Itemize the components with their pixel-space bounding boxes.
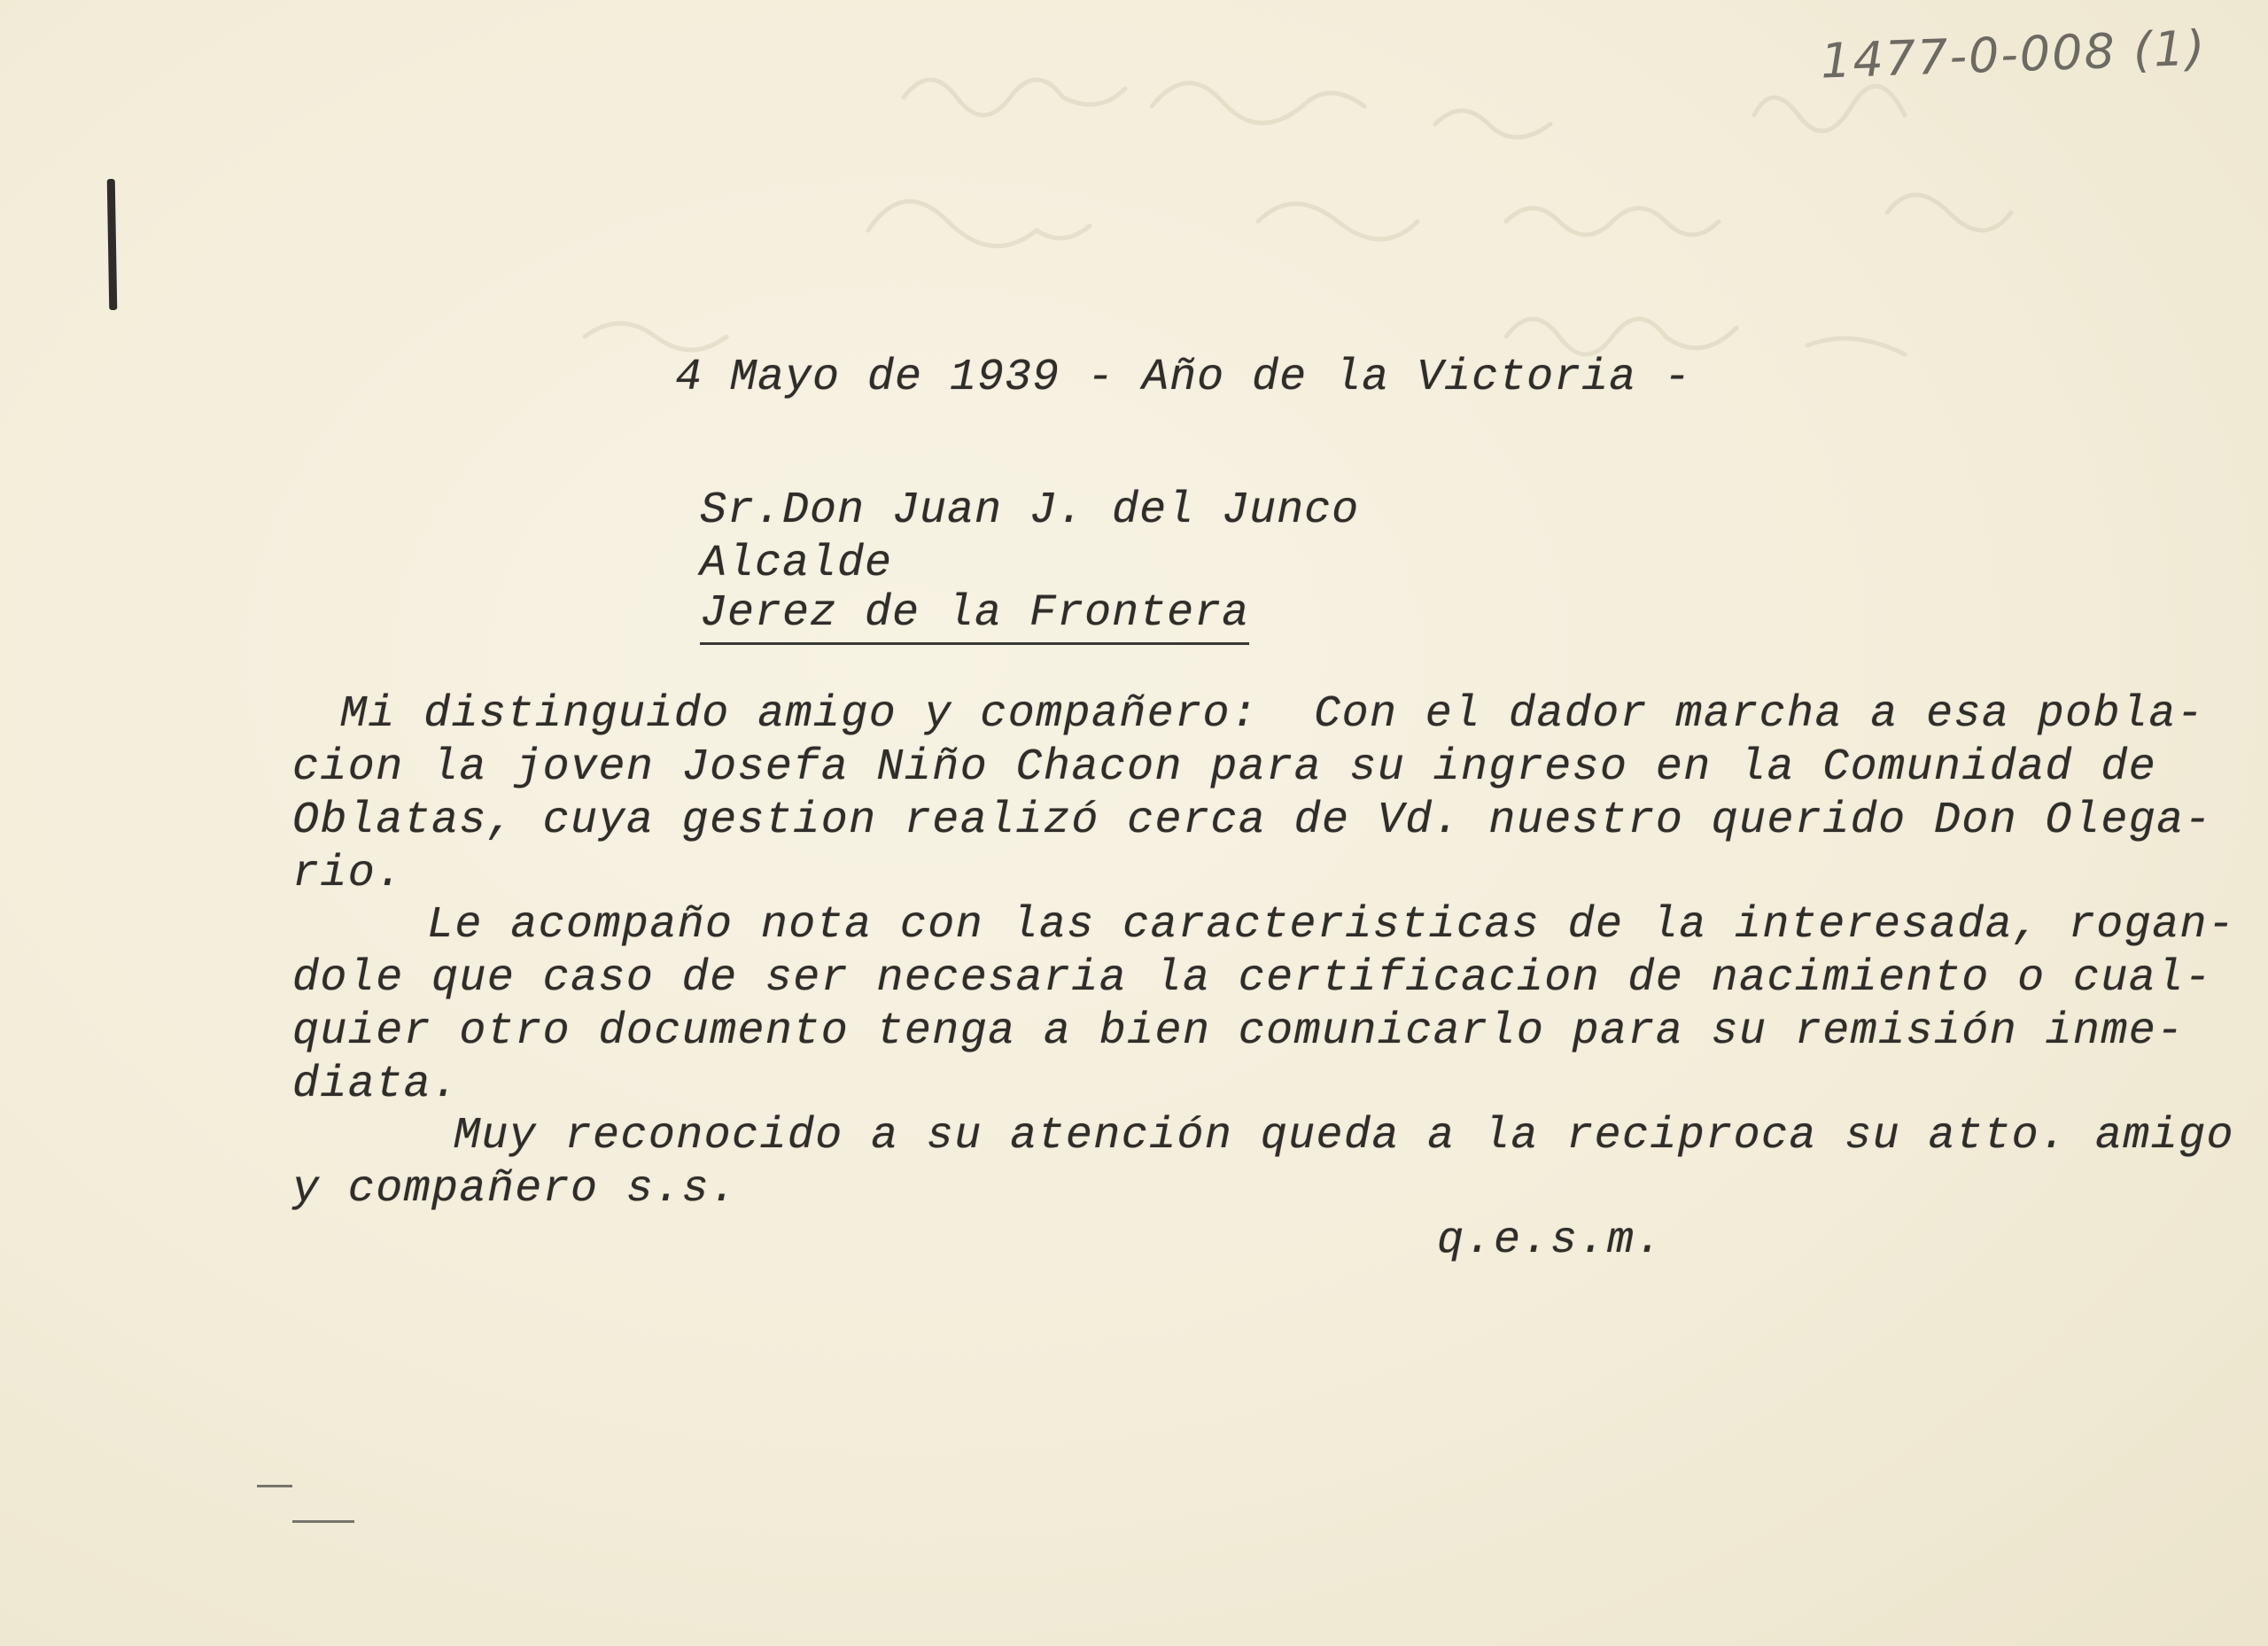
body-line: rio. xyxy=(292,849,404,899)
stray-mark xyxy=(292,1520,354,1523)
recipient-name: Sr.Don Juan J. del Junco xyxy=(700,485,1360,536)
body-line: Mi distinguido amigo y compañero: Con el dador marcha a esa pobla- xyxy=(340,689,2205,740)
body-line: y compañero s.s. xyxy=(292,1164,738,1215)
stray-mark xyxy=(257,1485,292,1487)
body-line: Oblatas, cuya gestion realizó cerca de Vd. nuestro querido Don Olega- xyxy=(292,796,2212,846)
body-line: diata. xyxy=(292,1060,460,1110)
body-line: cion la joven Josefa Niño Chacon para su ingreso en la Comunidad de xyxy=(292,742,2157,793)
date-line: 4 Mayo de 1939 - Año de la Victoria - xyxy=(675,353,1692,403)
recipient-city xyxy=(700,588,1249,639)
body-line: dole que caso de ser necesaria la certificacion de nacimiento o cual- xyxy=(292,953,2212,1004)
body-line: quier otro documento tenga a bien comunicarlo para su remisión inme- xyxy=(292,1006,2185,1057)
recipient-city-text: Jerez de la Frontera xyxy=(700,588,1249,645)
recipient-title: Alcalde xyxy=(700,539,893,589)
margin-mark xyxy=(107,179,118,310)
body-line: Le acompaño nota con las caracteristicas de la interesada, rogan- xyxy=(427,900,2236,951)
body-line: Muy reconocido a su atención queda a la reciproca su atto. amigo xyxy=(454,1111,2234,1161)
archive-number: 1477-0-008 (1) xyxy=(1819,19,2207,89)
closing-formula: q.e.s.m. xyxy=(1437,1215,1665,1266)
